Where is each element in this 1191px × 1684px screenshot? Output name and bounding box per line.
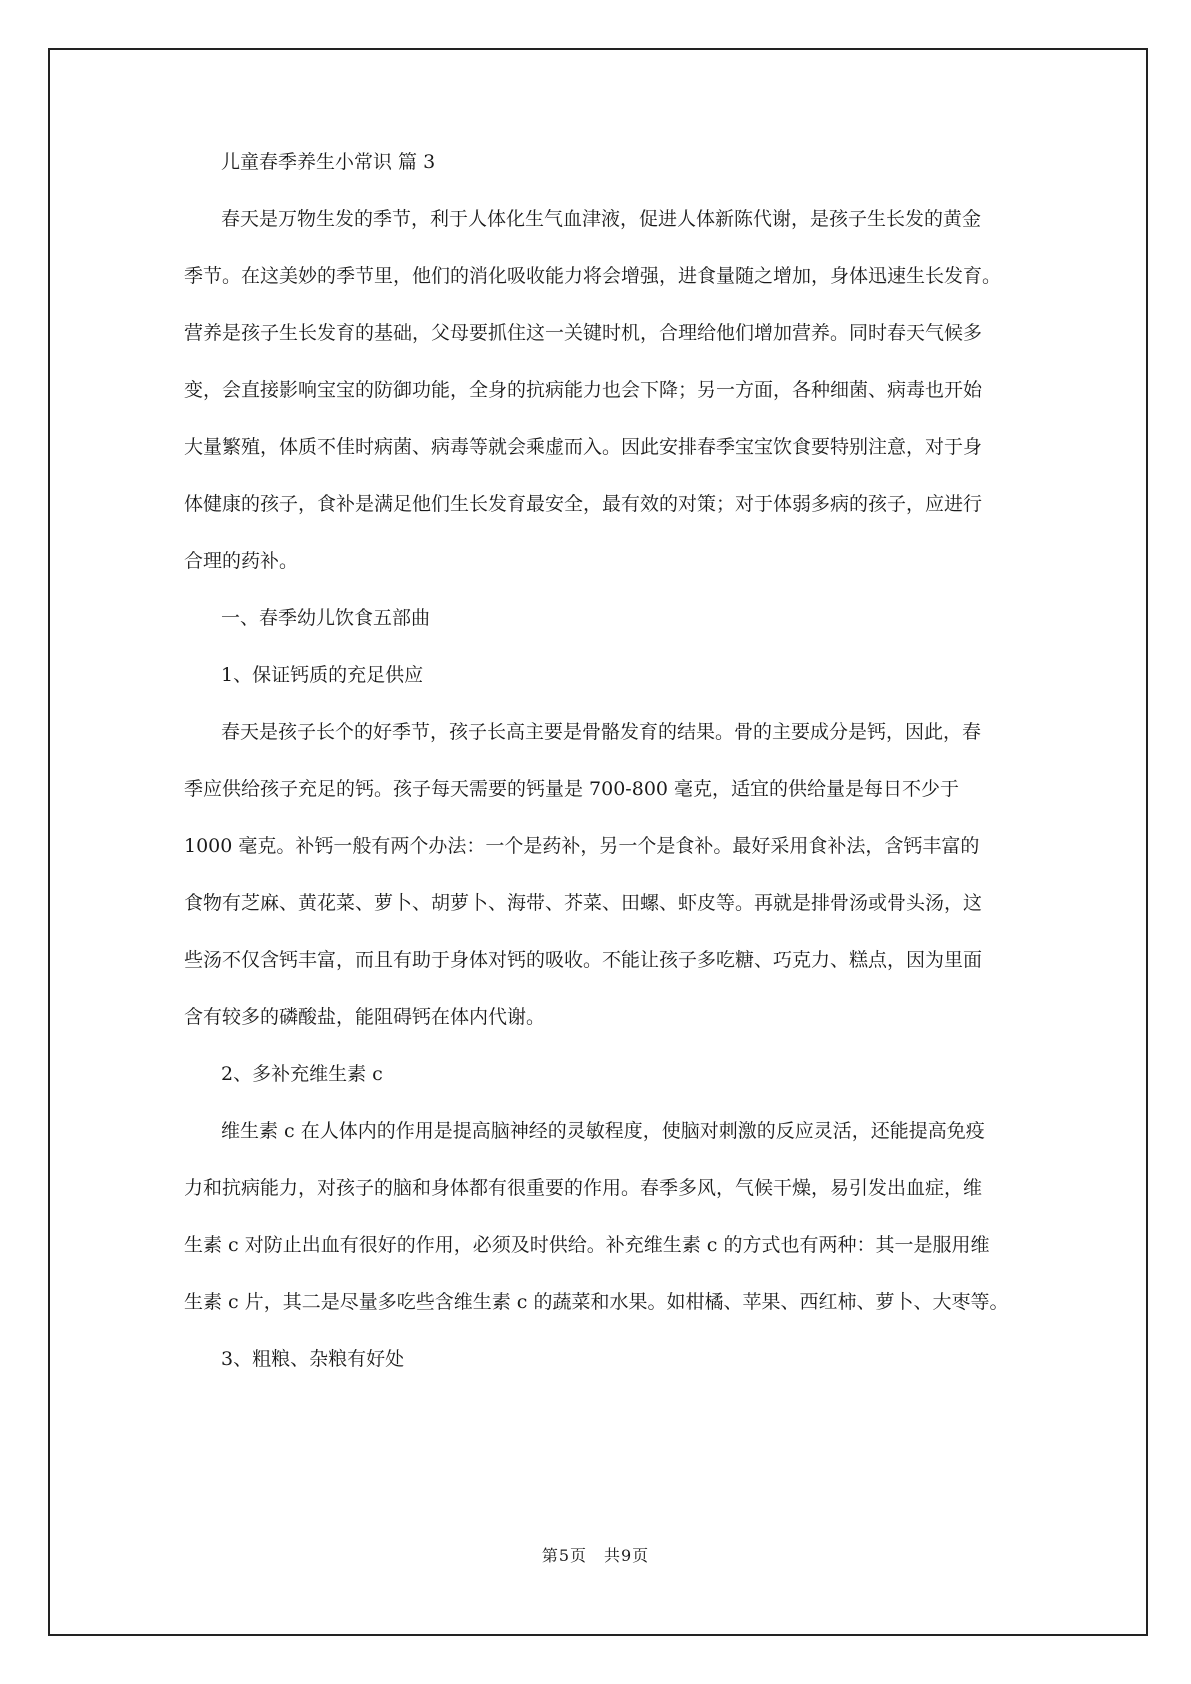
section-title: 一、春季幼儿饮食五部曲 xyxy=(221,607,431,629)
paragraph-line: 生素 c 对防止出血有很好的作用，必须及时供给。补充维生素 c 的方式也有两种：其一是服用维 xyxy=(184,1234,990,1256)
paragraph-line: 食物有芝麻、黄花菜、萝卜、胡萝卜、海带、芥菜、田螺、虾皮等。再就是排骨汤或骨头汤，这 xyxy=(184,892,983,914)
item-title: 1、保证钙质的充足供应 xyxy=(221,664,424,686)
paragraph-line: 春天是万物生发的季节，利于人体化生气血津液，促进人体新陈代谢，是孩子生长发的黄金 xyxy=(221,208,982,230)
paragraph-line: 季节。在这美妙的季节里，他们的消化吸收能力将会增强，进食量随之增加，身体迅速生长发育。 xyxy=(184,265,1002,287)
paragraph-line: 体健康的孩子，食补是满足他们生长发育最安全，最有效的对策；对于体弱多病的孩子，应进行 xyxy=(184,493,983,515)
paragraph-line: 生素 c 片，其二是尽量多吃些含维生素 c 的蔬菜和水果。如柑橘、苹果、西红柿、萝卜、大枣等。 xyxy=(184,1291,1009,1313)
section-heading: 儿童春季养生小常识 篇 3 xyxy=(221,151,436,173)
item-title: 2、多补充维生素 c xyxy=(221,1063,383,1085)
page-number: 第5页 共9页 xyxy=(541,1546,650,1565)
item-title: 3、粗粮、杂粮有好处 xyxy=(221,1348,405,1370)
paragraph-line: 变，会直接影响宝宝的防御功能，全身的抗病能力也会下降；另一方面，各种细菌、病毒也开始 xyxy=(184,379,983,401)
paragraph-line: 些汤不仅含钙丰富，而且有助于身体对钙的吸收。不能让孩子多吃糖、巧克力、糕点，因为里面 xyxy=(184,949,983,971)
paragraph-line: 大量繁殖，体质不佳时病菌、病毒等就会乘虚而入。因此安排春季宝宝饮食要特别注意，对于身 xyxy=(184,436,983,458)
paragraph-line: 力和抗病能力，对孩子的脑和身体都有很重要的作用。春季多风，气候干燥，易引发出血症，维 xyxy=(184,1177,983,1199)
paragraph-line: 季应供给孩子充足的钙。孩子每天需要的钙量是 700-800 毫克，适宜的供给量是每日不少于 xyxy=(184,778,960,800)
paragraph-line: 含有较多的磷酸盐，能阻碍钙在体内代谢。 xyxy=(184,1006,546,1028)
paragraph-line: 1000 毫克。补钙一般有两个办法：一个是药补，另一个是食补。最好采用食补法，含钙丰富的 xyxy=(184,835,980,857)
paragraph-line: 营养是孩子生长发育的基础，父母要抓住这一关键时机，合理给他们增加营养。同时春天气候多 xyxy=(184,322,983,344)
paragraph-line: 春天是孩子长个的好季节，孩子长高主要是骨骼发育的结果。骨的主要成分是钙，因此，春 xyxy=(221,721,982,743)
paragraph-line: 维生素 c 在人体内的作用是提高脑神经的灵敏程度，使脑对刺激的反应灵活，还能提高免疫 xyxy=(221,1120,985,1142)
paragraph-line: 合理的药补。 xyxy=(184,550,299,572)
